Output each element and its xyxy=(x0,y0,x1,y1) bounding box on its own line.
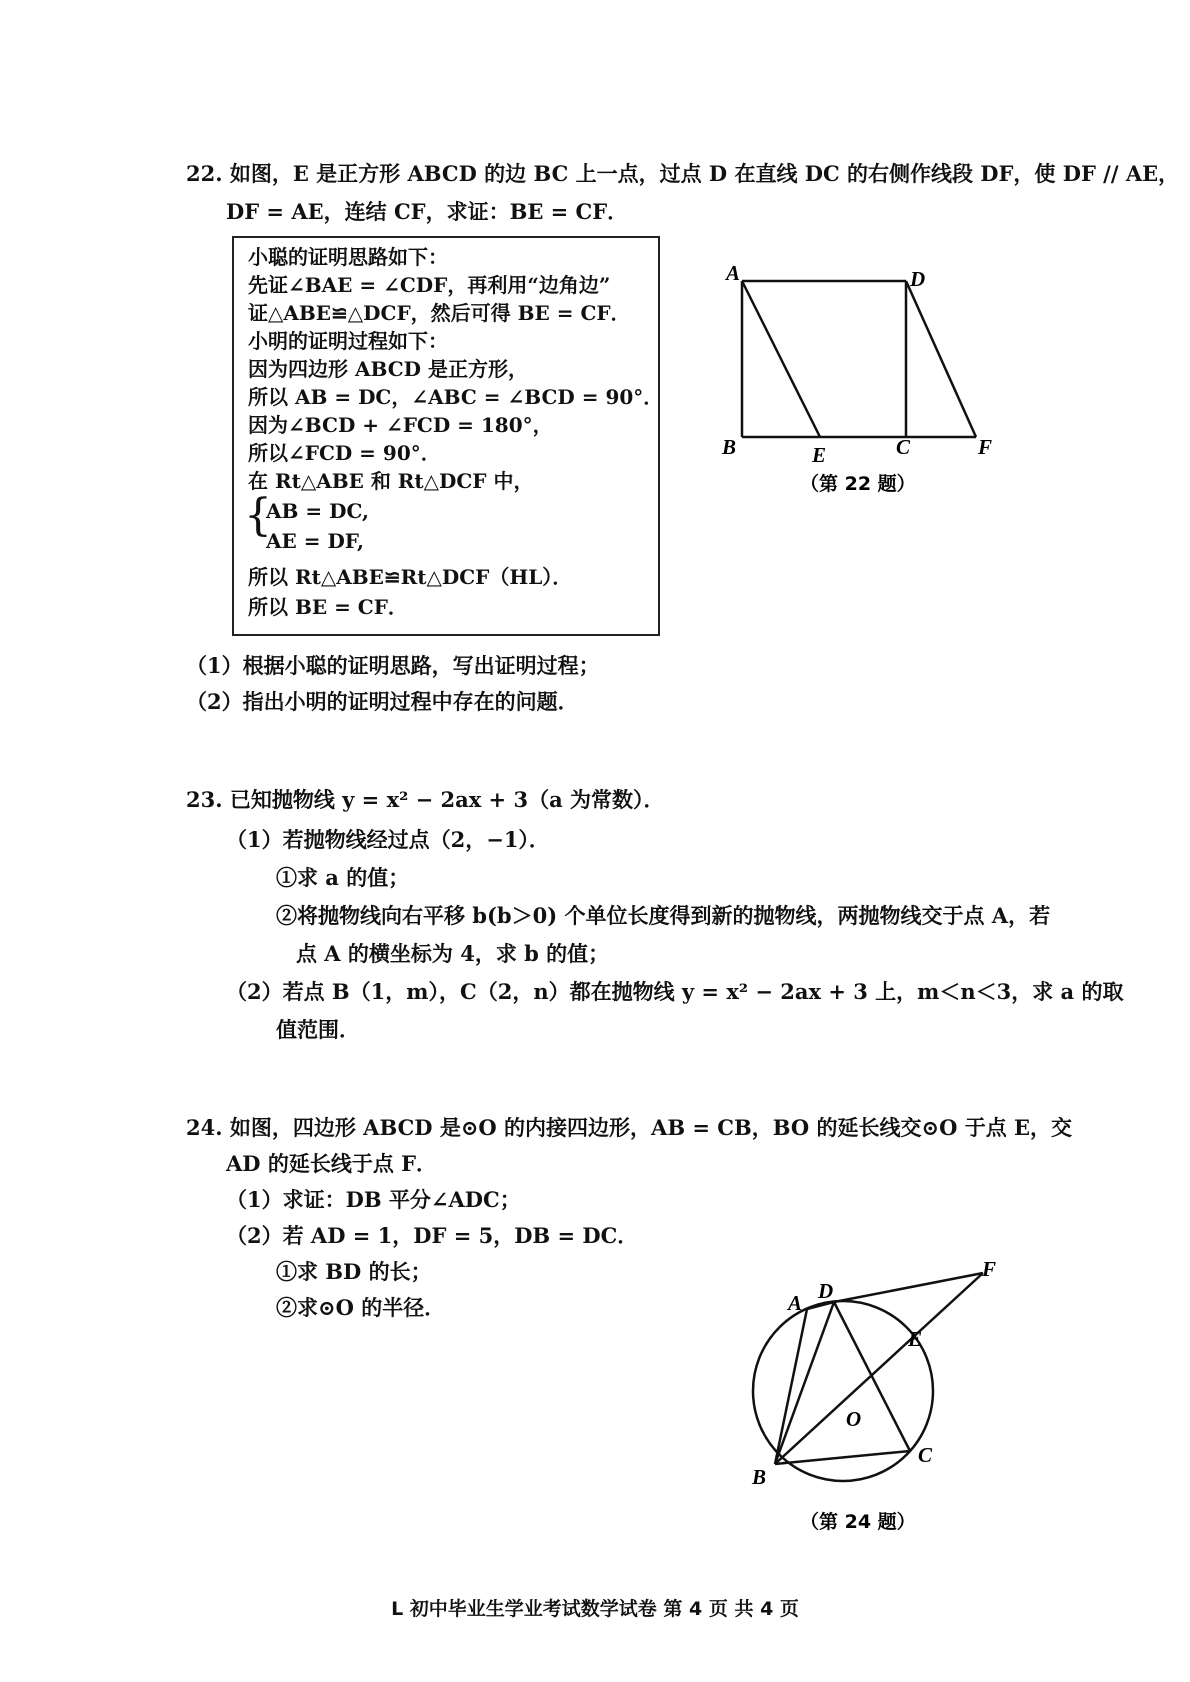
label-b24: B xyxy=(752,1465,767,1489)
label-c24: C xyxy=(918,1443,933,1467)
box-line-4: 小明的证明过程如下： xyxy=(248,329,448,353)
q22-sub1: （1）根据小聪的证明思路，写出证明过程； xyxy=(186,653,600,678)
chord-bc xyxy=(775,1451,910,1464)
label-d: D xyxy=(910,267,926,291)
q23-sub2b: 值范围． xyxy=(276,1017,360,1042)
box-line-5: 因为四边形 ABCD 是正方形， xyxy=(248,357,528,381)
q24-sub2b: ②求⊙O 的半径． xyxy=(276,1295,446,1320)
segment-df xyxy=(834,1273,983,1302)
system-brace: { xyxy=(244,490,272,541)
q23-sub1a: ①求 a 的值； xyxy=(276,865,410,890)
label-a: A xyxy=(726,261,741,285)
q24-line2: AD 的延长线于点 F． xyxy=(226,1151,438,1176)
q24-sub1: （1）求证：DB 平分∠ADC； xyxy=(226,1187,521,1212)
page-footer: L 初中毕业生学业考试数学试卷 第 4 页 共 4 页 xyxy=(391,1598,799,1620)
q23-sub2: （2）若点 B（1，m），C（2，n）都在抛物线 y = x² − 2ax + 3 上，m＜n＜3，求 a 的取 xyxy=(226,979,1124,1004)
box-line-3: 证△ABE≌△DCF，然后可得 BE = CF． xyxy=(248,301,631,325)
label-f: F xyxy=(978,435,993,459)
label-b: B xyxy=(722,435,737,459)
label-f24: F xyxy=(982,1257,997,1281)
line-bf xyxy=(775,1273,983,1464)
q24-line1: 24. 如图，四边形 ABCD 是⊙O 的内接四边形，AB = CB，BO 的延长线交⊙O 于点 E，交 xyxy=(186,1115,1073,1140)
label-c: C xyxy=(896,435,911,459)
box-line-9: 在 Rt△ABE 和 Rt△DCF 中， xyxy=(248,469,534,493)
label-o24: O xyxy=(846,1407,862,1431)
box-line-10: AB = DC, xyxy=(266,499,369,523)
box-line-7: 因为∠BCD + ∠FCD = 180°， xyxy=(248,413,553,437)
q23-line1: 23. 已知抛物线 y = x² − 2ax + 3（a 为常数）． xyxy=(186,787,665,812)
label-e: E xyxy=(812,443,827,467)
box-line-2: 先证∠BAE = ∠CDF，再利用“边角边” xyxy=(248,273,611,297)
q22-line1: 22. 如图，E 是正方形 ABCD 的边 BC 上一点，过点 D 在直线 DC 的右侧作线段 DF，使 DF // AE， xyxy=(186,161,1180,186)
box-line-1: 小聪的证明思路如下： xyxy=(248,245,448,269)
label-a24: A xyxy=(788,1291,803,1315)
q23-sub1: （1）若抛物线经过点（2，−1）． xyxy=(226,827,550,852)
q24-sub2a: ①求 BD 的长； xyxy=(276,1259,432,1284)
box-line-13: 所以 BE = CF． xyxy=(248,595,408,619)
q22-sub2: （2）指出小明的证明过程中存在的问题． xyxy=(186,689,579,714)
box-line-12: 所以 Rt△ABE≌Rt△DCF（HL）． xyxy=(248,565,573,589)
box-line-6: 所以 AB = DC，∠ABC = ∠BCD = 90°． xyxy=(248,385,664,409)
label-d24: D xyxy=(818,1279,834,1303)
q23-sub1b: ②将抛物线向右平移 b(b＞0) 个单位长度得到新的抛物线，两抛物线交于点 A，若 xyxy=(276,903,1051,928)
q24-sub2: （2）若 AD = 1，DF = 5，DB = DC． xyxy=(226,1223,639,1248)
label-e24: E xyxy=(908,1327,923,1351)
circle-o xyxy=(753,1301,933,1481)
q22-line2: DF = AE，连结 CF，求证：BE = CF． xyxy=(226,199,629,224)
box-line-8: 所以∠FCD = 90°． xyxy=(248,441,441,465)
q23-sub1b2: 点 A 的横坐标为 4，求 b 的值； xyxy=(296,941,610,966)
q22-caption: （第 22 题） xyxy=(800,473,916,495)
q24-caption: （第 24 题） xyxy=(800,1511,916,1533)
box-line-11: AE = DF, xyxy=(266,529,364,553)
